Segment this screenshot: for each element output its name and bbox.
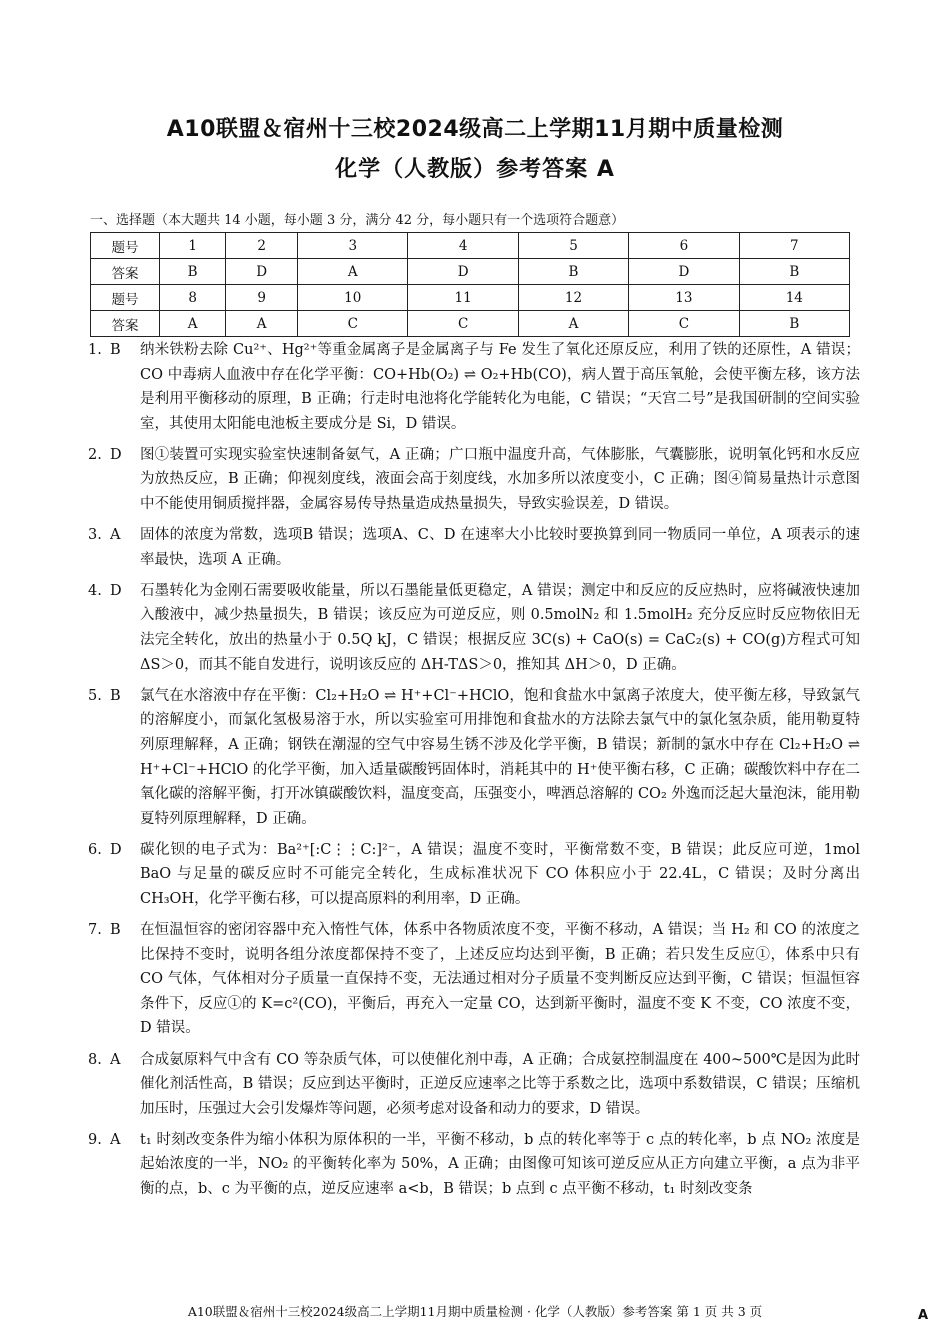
- item-number: 9.: [88, 1131, 102, 1148]
- answer-cell: A: [298, 259, 408, 285]
- explanation-item: [88, 579, 860, 677]
- answer-cell: B: [739, 259, 849, 285]
- explanation-item: [88, 1128, 860, 1202]
- item-answer: B: [110, 687, 121, 704]
- answer-cell: C: [629, 311, 739, 337]
- answer-cell: D: [629, 259, 739, 285]
- explanation-list: [88, 338, 860, 1208]
- item-number: 3.: [88, 527, 102, 544]
- explanation-item: [88, 838, 860, 912]
- answer-table-row: [91, 233, 850, 259]
- item-answer: D: [110, 841, 122, 858]
- answer-cell: D: [226, 259, 298, 285]
- answer-cell: D: [408, 259, 518, 285]
- answer-cell: 14: [739, 285, 849, 311]
- answer-cell: B: [739, 311, 849, 337]
- answer-cell: 7: [739, 233, 849, 259]
- page-footer: A10联盟＆宿州十三校2024级高二上学期11月期中质量检测 · 化学（人教版）参考答案 第 1 页 共 3 页: [187, 1304, 763, 1319]
- answer-table-row: [91, 285, 850, 311]
- document-title: A10联盟＆宿州十三校2024级高二上学期11月期中质量检测: [166, 117, 784, 142]
- row-header-cell: 答案: [91, 259, 160, 285]
- answer-cell: 5: [518, 233, 628, 259]
- item-explanation: 在恒温恒容的密闭容器中充入惰性气体，体系中各物质浓度不变，平衡不移动，A 错误；当 H₂ 和 CO 的浓度之比保持不变时，说明各组分浓度都保持不变了，上述反应均达到平衡，B 正确；若只发生反应①，体系中只有 CO 气体，气体相对分子质量一直保持不变，无法通过相对分子质量不变判断反应达到平衡，C 错误；恒温恒容条件下，反应①的 K=c²(CO)，平衡后，再充入一定量 CO，达到新平衡时，温度不变 K 不变，CO 浓度不变，D 错误。: [140, 922, 860, 1037]
- answer-cell: 12: [518, 285, 628, 311]
- answer-cell: 1: [160, 233, 226, 259]
- item-explanation: 碳化钡的电子式为：Ba²⁺[:C⋮⋮C:]²⁻，A 错误；温度不变时，平衡常数不变，B 错误；此反应可逆，1mol BaO 与足量的碳反应时不可能完全转化，生成标准状况下 CO 体积应小于 22.4L，C 错误；及时分离出 CH₃OH，化学平衡右移，可以提高原料的利用率，D 正确。: [140, 841, 860, 907]
- item-number: 5.: [88, 687, 102, 704]
- answer-cell: 13: [629, 285, 739, 311]
- item-number: 2.: [88, 446, 102, 463]
- item-answer: A: [110, 1051, 121, 1068]
- section-heading: 一、选择题（本大题共 14 小题，每小题 3 分，满分 42 分，每小题只有一个选项符合题意）: [90, 213, 625, 228]
- answer-cell: 4: [408, 233, 518, 259]
- row-header-cell: 答案: [91, 311, 160, 337]
- item-explanation: t₁ 时刻改变条件为缩小体积为原体积的一半，平衡不移动，b 点的转化率等于 c 点的转化率，b 点 NO₂ 浓度是起始浓度的一半，NO₂ 的平衡转化率为 50%，A 正确；由图像可知该可逆反应从正方向建立平衡，a 点为非平衡的点，b、c 为平衡的点，逆反应速率 a<b，B 错误；b 点到 c 点平衡不移动，t₁ 时刻改变条: [140, 1131, 860, 1197]
- item-answer: A: [110, 1131, 121, 1148]
- explanation-item: [88, 684, 860, 832]
- item-answer: D: [110, 446, 122, 463]
- answer-cell: B: [518, 259, 628, 285]
- item-answer: D: [110, 582, 122, 599]
- corner-mark: A: [918, 1308, 929, 1323]
- answer-cell: C: [298, 311, 408, 337]
- answer-cell: A: [226, 311, 298, 337]
- answer-cell: 11: [408, 285, 518, 311]
- item-answer: B: [110, 342, 121, 358]
- item-number: 1.: [88, 342, 102, 358]
- answer-cell: 6: [629, 233, 739, 259]
- explanation-item: [88, 523, 860, 572]
- item-number: 8.: [88, 1051, 102, 1068]
- item-explanation: 纳米铁粉去除 Cu²⁺、Hg²⁺等重金属离子是金属离子与 Fe 发生了氧化还原反应，利用了铁的还原性，A 错误；CO 中毒病人血液中存在化学平衡：CO+Hb(O₂) ⇌ O₂+Hb(CO)，病人置于高压氧舱，会使平衡左移，该方法是利用平衡移动的原理，B 正确；行走时电池将化学能转化为电能，C 错误；“天宫二号”是我国研制的空间实验室，其使用太阳能电池板主要成分是 Si，D 错误。: [140, 342, 860, 432]
- answer-cell: C: [408, 311, 518, 337]
- explanation-item: [88, 338, 860, 436]
- item-explanation: 氯气在水溶液中存在平衡：Cl₂+H₂O ⇌ H⁺+Cl⁻+HClO，饱和食盐水中氯离子浓度大，使平衡左移，导致氯气的溶解度小，而氯化氢极易溶于水，所以实验室可用排饱和食盐水的方法除去氯气中的氯化氢杂质，能用勒夏特列原理解释，A 正确；钢铁在潮湿的空气中容易生锈不涉及化学平衡，B 错误；新制的氯水中存在 Cl₂+H₂O ⇌ H⁺+Cl⁻+HClO 的化学平衡，加入适量碳酸钙固体时，消耗其中的 H⁺使平衡右移，C 正确；碳酸饮料中存在二氧化碳的溶解平衡，打开冰镇碳酸饮料，温度变高，压强变小，啤酒总溶解的 CO₂ 外逸而泛起大量泡沫，能用勒夏特列原理解释，D 正确。: [140, 687, 860, 827]
- item-explanation: 图①装置可实现实验室快速制备氨气，A 正确；广口瓶中温度升高，气体膨胀，气囊膨胀，说明氧化钙和水反应为放热反应，B 正确；仰视刻度线，液面会高于刻度线，水加多所以浓度变小，C 正确；图④简易量热计示意图中不能使用铜质搅拌器，金属容易传导热量造成热量损失，导致实验误差，D 错误。: [140, 446, 860, 513]
- item-number: 6.: [88, 841, 102, 858]
- row-header-cell: 题号: [91, 233, 160, 259]
- row-header-cell: 题号: [91, 285, 160, 311]
- answer-cell: A: [160, 311, 226, 337]
- item-explanation: 石墨转化为金刚石需要吸收能量，所以石墨能量低更稳定，A 错误；测定中和反应的反应热时，应将碱液快速加入酸液中，减少热量损失，B 错误；该反应为可逆反应，则 0.5molN₂ 和 1.5molH₂ 充分反应时反应物依旧无法完全转化，放出的热量小于 0.5Q kJ，C 错误；根据反应 3C(s) + CaO(s) = CaC₂(s) + CO(g)方程式可知 ΔS＞0，而其不能自发进行，说明该反应的 ΔH-TΔS＞0，推知其 ΔH＞0，D 正确。: [140, 582, 860, 673]
- explanation-item: [88, 918, 860, 1041]
- answer-cell: A: [518, 311, 628, 337]
- item-explanation: 固体的浓度为常数，选项B 错误；选项A、C、D 在速率大小比较时要换算到同一物质同一单位，A 项表示的速率最快，选项 A 正确。: [140, 527, 860, 568]
- answer-cell: 9: [226, 285, 298, 311]
- explanation-item: [88, 1048, 860, 1122]
- answer-table: [90, 232, 850, 337]
- answer-cell: 10: [298, 285, 408, 311]
- item-answer: A: [110, 527, 121, 544]
- answer-table-row: [91, 259, 850, 285]
- answer-cell: 2: [226, 233, 298, 259]
- item-number: 7.: [88, 922, 102, 939]
- answer-cell: 3: [298, 233, 408, 259]
- item-answer: B: [110, 922, 121, 939]
- explanation-item: [88, 443, 860, 517]
- document-subtitle: 化学（人教版）参考答案 A: [335, 157, 615, 182]
- item-number: 4.: [88, 582, 102, 599]
- answer-cell: 8: [160, 285, 226, 311]
- answer-cell: B: [160, 259, 226, 285]
- item-explanation: 合成氨原料气中含有 CO 等杂质气体，可以使催化剂中毒，A 正确；合成氨控制温度在 400~500℃是因为此时催化剂活性高，B 错误；反应到达平衡时，正逆反应速率之比等于系数之比，选项中系数错误，C 错误；压缩机加压时，压强过大会引发爆炸等问题，必须考虑对设备和动力的要求，D 错误。: [140, 1051, 860, 1117]
- answer-table-row: [91, 311, 850, 337]
